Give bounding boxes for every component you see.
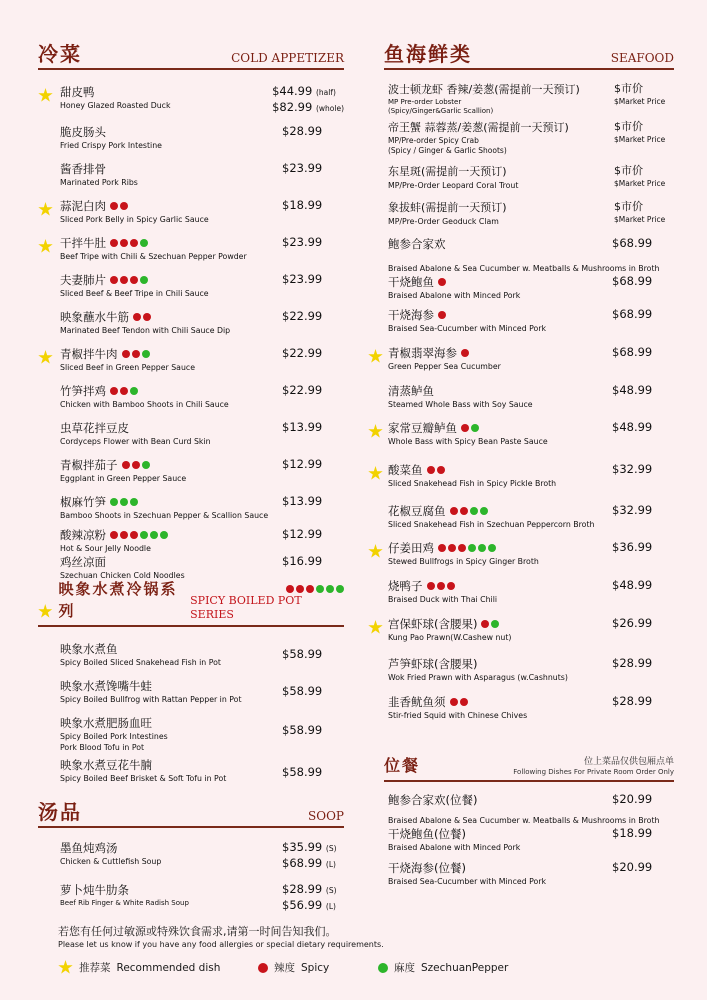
price: $13.99 <box>282 494 323 508</box>
menu-item: 帝王蟹 蒜蓉蒸/姜葱(需提前一天预订) MP/Pre-order Spicy Crab (Spicy / Ginger & Garlic Shoots) $市价 $Market Price <box>388 120 666 155</box>
menu-item: 东星斑(需提前一天预订) MP/Pre-Order Leopard Coral Trout $市价 $Market Price <box>388 164 666 190</box>
menu-item: 椒麻竹笋 Bamboo Shoots in Szechuan Pepper & Scallion Sauce $13.99 <box>38 494 344 521</box>
spice-level-icon <box>427 582 455 590</box>
section-title-en: COLD APPETIZER <box>231 51 344 65</box>
cold-appetizer-header <box>38 40 344 70</box>
spice-level-icon <box>110 202 128 210</box>
recommended-star-icon <box>368 620 383 635</box>
soup-header <box>38 798 344 828</box>
menu-item: 映象蘸水牛筋 Marinated Beef Tendon with Chili Sauce Dip $22.99 <box>38 309 344 336</box>
spice-level-icon <box>286 585 344 593</box>
menu-item: 映象水煮馋嘴牛蛙 Spicy Boiled Bullfrog with Rattan Pepper in Pot $58.99 <box>38 678 344 715</box>
section-title-zh: 映象水煮冷锅系列 <box>58 580 178 620</box>
price: $68.99 <box>612 345 653 359</box>
menu-item: 墨鱼炖鸡汤 Chicken & Cuttlefish Soup $35.99 (S) $68.99 (L) <box>60 840 337 870</box>
spice-level-icon <box>122 350 150 358</box>
price: $28.99 <box>612 694 653 708</box>
price: $20.99 <box>612 860 653 874</box>
menu-item: 波士顿龙虾 香辣/姜葱(需提前一天预订) MP Pre-order Lobster (Spicy/Ginger&Garlic Scallion) $市价 $Market Price <box>388 82 666 115</box>
price: $22.99 <box>282 309 323 323</box>
star-icon <box>58 960 73 975</box>
spice-level-icon <box>450 698 468 706</box>
menu-item: 映象水煮肥肠血旺 Spicy Boiled Pork Intestines Pork Blood Tofu in Pot $58.99 <box>38 715 344 757</box>
section-title-en: SEAFOOD <box>610 51 674 65</box>
price: $32.99 <box>612 462 653 476</box>
spice-level-icon <box>110 387 138 395</box>
menu-item: 映象水煮鱼 Spicy Boiled Sliced Snakehead Fish in Pot $58.99 <box>38 641 344 678</box>
menu-item: 蒜泥白肉 Sliced Pork Belly in Spicy Garlic Sauce $18.99 <box>38 198 344 225</box>
section-title-zh: 鱼海鲜类 <box>384 42 472 66</box>
price: $48.99 <box>612 420 653 434</box>
legend-pepper: 麻度 SzechuanPepper <box>378 960 508 975</box>
menu-item: 干烧鲍鱼(位餐) Braised Abalone with Minced Pork $18.99 <box>384 826 674 860</box>
pepper-dot-icon <box>378 963 388 973</box>
private-list <box>384 792 674 892</box>
spice-level-icon <box>122 461 150 469</box>
spice-level-icon <box>461 424 479 432</box>
menu-item: 酱香排骨 Marinated Pork Ribs $23.99 <box>38 161 344 188</box>
price: $58.99 <box>282 723 323 737</box>
spice-level-icon <box>438 544 496 552</box>
price: $58.99 <box>282 765 323 779</box>
menu-item: 干拌牛肚 Beef Tripe with Chili & Szechuan Pepper Powder $23.99 <box>38 235 344 262</box>
price: $32.99 <box>612 503 653 517</box>
recommended-star-icon <box>38 350 53 365</box>
price: $18.99 <box>282 198 323 212</box>
spicy-boiled-pot-header <box>38 580 344 627</box>
pot-list <box>38 641 344 794</box>
price: $22.99 <box>282 346 323 360</box>
price: $16.99 <box>282 554 323 568</box>
spice-level-icon <box>481 620 499 628</box>
recommended-star-icon <box>38 88 53 103</box>
menu-item: 竹笋拌鸡 Chicken with Bamboo Shoots in Chili Sauce $22.99 <box>38 383 344 410</box>
recommended-star-icon <box>38 202 53 217</box>
legend-spicy: 辣度 Spicy <box>258 960 378 975</box>
menu-item: 宫保虾球(含腰果) Kung Pao Prawn(W.Cashew nut) $26.99 <box>384 616 674 656</box>
price: $12.99 <box>282 527 323 541</box>
price: $26.99 <box>612 616 653 630</box>
legend-recommended: 推荐菜 Recommended dish <box>58 960 258 975</box>
recommended-star-icon <box>368 544 383 559</box>
spice-level-icon <box>427 466 445 474</box>
menu-item: 干烧鲍鱼 Braised Abalone with Minced Pork $68.99 <box>384 274 674 307</box>
section-title-zh: 位餐 <box>384 756 421 775</box>
spice-level-icon <box>110 531 168 539</box>
price: $28.99 <box>612 656 653 670</box>
private-note-zh: 位上菜品仅供包厢点单 <box>583 757 674 767</box>
price: $58.99 <box>282 647 323 661</box>
spice-level-icon <box>438 278 446 286</box>
spice-level-icon <box>110 276 148 284</box>
recommended-star-icon <box>368 349 383 364</box>
menu-item: 鲍参合家欢 $68.99 Braised Abalone & Sea Cucumber w. Meatballs & Mushrooms in Broth <box>388 236 660 273</box>
menu-item: 干烧海参(位餐) Braised Sea-Cucumber with Minced Pork $20.99 <box>384 860 674 892</box>
allergy-note-en: Please let us know if you have any food allergies or special dietary requirements. <box>58 940 384 949</box>
menu-item: 脆皮肠头 Fried Crispy Pork Intestine $28.99 <box>38 124 344 151</box>
seafood-list <box>384 82 674 732</box>
recommended-star-icon <box>368 466 383 481</box>
price: $48.99 <box>612 383 653 397</box>
menu-item: 酸辣凉粉 Hot & Sour Jelly Noodle $12.99 <box>38 527 344 554</box>
pepper-level-icon <box>110 498 138 506</box>
spice-level-icon <box>461 349 469 357</box>
spice-level-icon <box>438 311 446 319</box>
left-column <box>38 40 344 916</box>
private-room-header <box>384 752 674 782</box>
menu-item: 酸菜鱼 Sliced Snakehead Fish in Spicy Pickle Broth $32.99 <box>384 462 674 503</box>
seafood-header <box>384 40 674 70</box>
menu-item: 花椒豆腐鱼 Sliced Snakehead Fish in Szechuan Peppercorn Broth $32.99 <box>384 503 674 540</box>
cold-appetizer-list <box>38 84 344 581</box>
price: $68.99 <box>612 307 653 321</box>
recommended-star-icon <box>38 239 53 254</box>
price: $22.99 <box>282 383 323 397</box>
price: $28.99 <box>282 124 323 138</box>
menu-item: 鸡丝凉面 Szechuan Chicken Cold Noodles $16.99 <box>38 554 344 581</box>
menu-item: 芦笋虾球(含腰果) Wok Fried Prawn with Asparagus (w.Cashnuts) $28.99 <box>384 656 674 694</box>
menu-item: 青椒翡翠海参 Green Pepper Sea Cucumber $68.99 <box>384 345 674 383</box>
recommended-star-icon <box>38 604 53 619</box>
section-title-en: SOOP <box>308 809 344 823</box>
private-note-en: Following Dishes For Private Room Order Only <box>513 768 674 776</box>
menu-item: 鲍参合家欢(位餐) $20.99 Braised Abalone & Sea Cucumber w. Meatballs & Mushrooms in Broth <box>388 792 660 825</box>
price: $48.99 <box>612 578 653 592</box>
price: $58.99 <box>282 684 323 698</box>
price: $23.99 <box>282 272 323 286</box>
soup-list <box>38 840 344 916</box>
menu-item: 映象水煮豆花牛腩 Spicy Boiled Beef Brisket & Soft Tofu in Pot $58.99 <box>38 757 344 794</box>
price: $12.99 <box>282 457 323 471</box>
menu-item: 青椒拌牛肉 Sliced Beef in Green Pepper Sauce $22.99 <box>38 346 344 373</box>
allergy-note-zh: 若您有任何过敏源或特殊饮食需求,请第一时间告知我们。 <box>58 925 337 938</box>
menu-item: 甜皮鸭 Honey Glazed Roasted Duck $44.99 (half) $82.99 (whole) <box>38 84 344 124</box>
menu-item: 烧鸭子 Braised Duck with Thai Chili $48.99 <box>384 578 674 616</box>
allergy-note <box>58 924 658 950</box>
menu-item: 青椒拌茄子 Eggplant in Green Pepper Sauce $12.99 <box>38 457 344 484</box>
menu-item: 韭香鱿鱼须 Stir-fried Squid with Chinese Chives $28.99 <box>384 694 674 732</box>
menu-item: 夫妻肺片 Sliced Beef & Beef Tripe in Chili Sauce $23.99 <box>38 272 344 299</box>
section-title-zh: 汤品 <box>38 800 82 824</box>
recommended-star-icon <box>368 424 383 439</box>
section-title-zh: 冷菜 <box>38 42 82 66</box>
section-title-en: SPICY BOILED POT SERIES <box>190 594 302 621</box>
spice-level-icon <box>450 507 488 515</box>
spice-level-icon <box>110 239 148 247</box>
price: $13.99 <box>282 420 323 434</box>
menu-item: 虫草花拌豆皮 Cordyceps Flower with Bean Curd Skin $13.99 <box>38 420 344 447</box>
menu-item: 干烧海参 Braised Sea-Cucumber with Minced Pork $68.99 <box>384 307 674 345</box>
menu-item: 象拔蚌(需提前一天预订) MP/Pre-Order Geoduck Clam $市价 $Market Price <box>388 200 666 226</box>
legend <box>58 960 658 975</box>
price: $68.99 <box>612 274 653 288</box>
right-column <box>384 40 674 892</box>
price: $18.99 <box>612 826 653 840</box>
menu-item: 仔姜田鸡 Stewed Bullfrogs in Spicy Ginger Broth $36.99 <box>384 540 674 578</box>
menu-item: 清蒸鲈鱼 Steamed Whole Bass with Soy Sauce $48.99 <box>384 383 674 420</box>
price: $36.99 <box>612 540 653 554</box>
spice-level-icon <box>133 313 151 321</box>
price: $23.99 <box>282 235 323 249</box>
menu-item: 家常豆瓣鲈鱼 Whole Bass with Spicy Bean Paste Sauce $48.99 <box>384 420 674 462</box>
price: $23.99 <box>282 161 323 175</box>
menu-item: 萝卜炖牛肋条 Beef Rib Finger & White Radish Soup $28.99 (S) $56.99 (L) <box>60 882 337 912</box>
spicy-dot-icon <box>258 963 268 973</box>
